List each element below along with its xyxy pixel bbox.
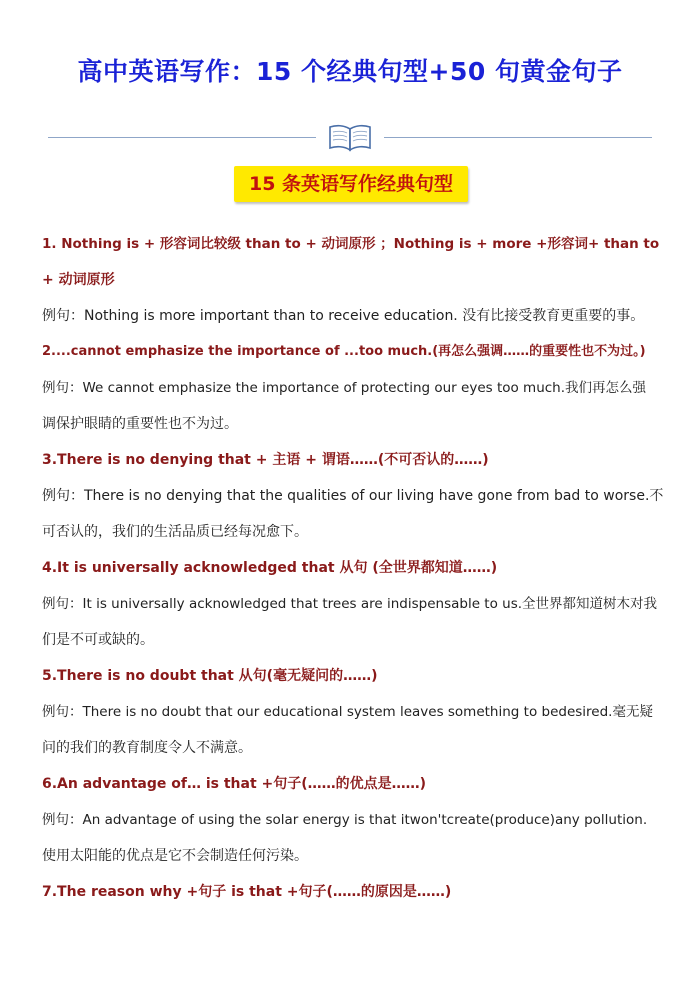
pattern-example: 可否认的，我们的生活品质已经每况愈下。: [42, 524, 308, 540]
pattern-item: [42, 550, 664, 658]
pattern-example: 例句：We cannot emphasize the importance of protecting our eyes too much.我们再怎么强: [42, 380, 647, 396]
divider-line-right: [384, 137, 652, 138]
pattern-item: [42, 658, 664, 766]
pattern-item: [42, 766, 664, 874]
pattern-heading: 7.The reason why +句子 is that +句子(……的原因是……): [42, 884, 452, 900]
pattern-example: 使用太阳能的优点是它不会制造任何污染。: [42, 848, 308, 864]
pattern-item: [42, 442, 664, 550]
pattern-heading: 6.An advantage of… is that +句子(……的优点是……): [42, 776, 427, 792]
open-book-icon: [324, 122, 376, 152]
pattern-example: 问的我们的教育制度令人不满意。: [42, 740, 252, 756]
pattern-list: [42, 226, 664, 910]
pattern-example: 例句：It is universally acknowledged that trees are indispensable to us.全世界都知道树木对我: [42, 596, 658, 612]
pattern-item: [42, 226, 664, 334]
pattern-example: 们是不可或缺的。: [42, 632, 154, 648]
pattern-heading: 5.There is no doubt that 从句(毫无疑问的……): [42, 668, 378, 684]
divider-line-left: [48, 137, 316, 138]
pattern-example: 例句：There is no doubt that our educational system leaves something to bedesired.毫无疑: [42, 704, 653, 720]
pattern-heading: 2....cannot emphasize the importance of ...too much.(再怎么强调……的重要性也不为过。): [42, 344, 646, 359]
section-banner: 15 条英语写作经典句型: [234, 166, 468, 202]
pattern-example: 调保护眼睛的重要性也不为过。: [42, 416, 238, 432]
pattern-heading: + 动词原形: [42, 272, 115, 288]
page-title: 高中英语写作：15 个经典句型+50 句黄金句子: [77, 57, 623, 86]
pattern-example: 例句：There is no denying that the qualities of our living have gone from bad to worse.不: [42, 488, 664, 504]
title-divider: [48, 122, 652, 152]
pattern-item: [42, 874, 664, 910]
pattern-example: 例句：An advantage of using the solar energy is that itwon'tcreate(produce)any pollution.: [42, 812, 648, 828]
pattern-heading: 3.There is no denying that + 主语 + 谓语……(不可否认的……): [42, 452, 489, 468]
pattern-example: 例句：Nothing is more important than to receive education. 没有比接受教育更重要的事。: [42, 308, 645, 324]
pattern-heading: 4.It is universally acknowledged that 从句 (全世界都知道……): [42, 560, 498, 576]
pattern-item: [42, 334, 664, 442]
pattern-heading: 1. Nothing is + 形容词比较级 than to + 动词原形 ；Nothing is + more +形容词+ than to: [42, 236, 660, 252]
